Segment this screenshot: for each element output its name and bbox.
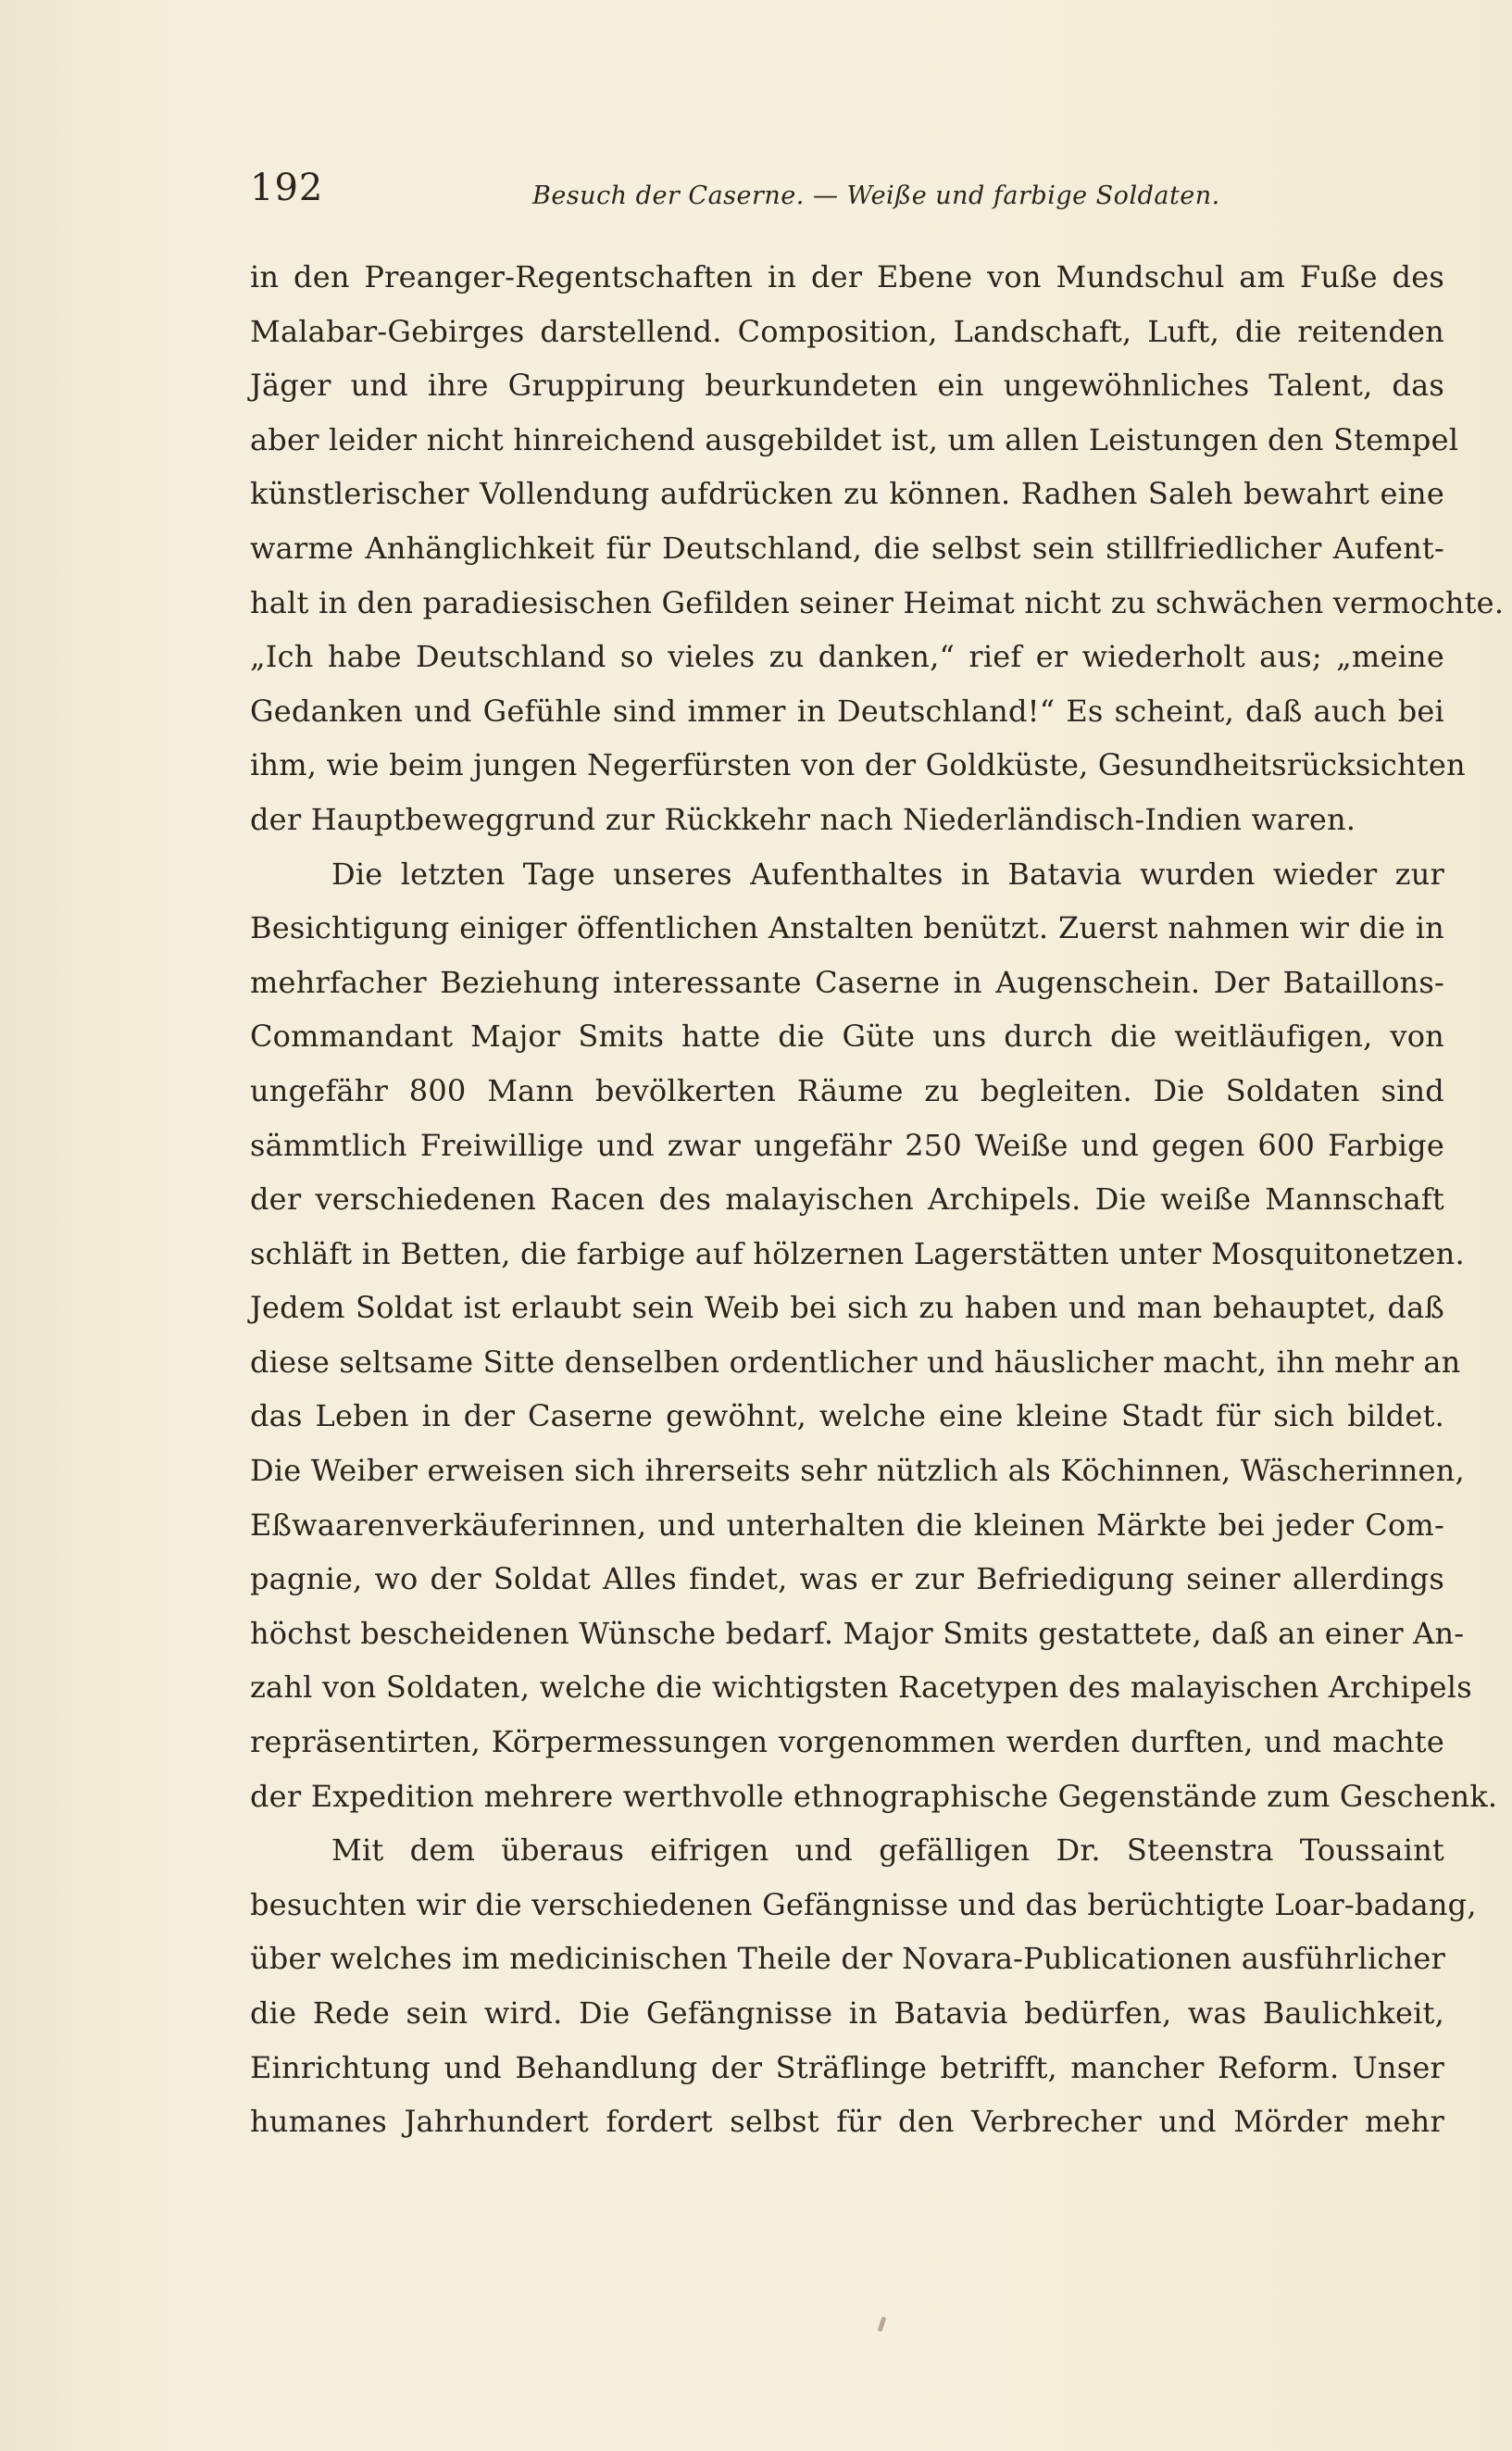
text-line: repräsentirten, Körpermessungen vorgenommen werden durften, und machte	[250, 1724, 1444, 1760]
ink-smudge	[878, 2317, 887, 2332]
text-line: aber leider nicht hinreichend ausgebildet ist, um allen Leistungen den Stempel	[250, 421, 1459, 457]
text-line: Besichtigung einiger öffentlichen Anstalten benützt. Zuerst nahmen wir die in	[250, 910, 1444, 946]
text-line: ungefähr 800 Mann bevölkerten Räume zu begleiten. Die Soldaten sind	[250, 1072, 1444, 1108]
text-line: halt in den paradiesischen Gefilden seiner Heimat nicht zu schwächen vermochte.	[250, 584, 1505, 620]
text-line: in den Preanger-Regentschaften in der Ebene von Mundschul am Fuße des	[250, 259, 1444, 294]
text-line: schläft in Betten, die farbige auf hölzernen Lagerstätten unter Mosquitonetzen.	[250, 1235, 1465, 1271]
running-head: Besuch der Caserne. — Weiße und farbige Soldaten.	[532, 181, 1220, 210]
text-line: mehrfacher Beziehung interessante Caserne in Augenschein. Der Bataillons-	[250, 964, 1444, 1000]
page-number: 192	[250, 167, 324, 209]
text-line: Commandant Major Smits hatte die Güte uns durch die weitläufigen, von	[250, 1019, 1444, 1055]
text-line: künstlerischer Vollendung aufdrücken zu können. Radhen Saleh bewahrt eine	[250, 476, 1444, 512]
text-line: humanes Jahrhundert fordert selbst für den Verbrecher und Mörder mehr	[250, 2104, 1444, 2140]
text-line: diese seltsame Sitte denselben ordentlicher und häuslicher macht, ihn mehr an	[250, 1344, 1461, 1380]
page-header	[250, 167, 1444, 222]
paragraph-end-line: der Expedition mehrere werthvolle ethnographische Gegenstände zum Geschenk.	[250, 1778, 1498, 1814]
text-line: Gedanken und Gefühle sind immer in Deutschland!“ Es scheint, daß auch bei	[250, 693, 1444, 729]
text-line: sämmtlich Freiwillige und zwar ungefähr 250 Weiße und gegen 600 Farbige	[250, 1127, 1444, 1163]
text-line: höchst bescheidenen Wünsche bedarf. Major Smits gestattete, daß an einer An-	[250, 1615, 1465, 1651]
text-line: Einrichtung und Behandlung der Sträflinge betrifft, mancher Reform. Unser	[250, 2049, 1444, 2085]
text-line: zahl von Soldaten, welche die wichtigsten Racetypen des malayischen Archipels	[250, 1669, 1472, 1706]
body-text	[250, 250, 1505, 2149]
paragraph-start-line: Mit dem überaus eifrigen und gefälligen Dr. Steenstra Toussaint	[331, 1832, 1444, 1869]
text-line: pagnie, wo der Soldat Alles findet, was er zur Befriedigung seiner allerdings	[250, 1561, 1444, 1597]
text-line: Die Weiber erweisen sich ihrerseits sehr nützlich als Köchinnen, Wäscherinnen,	[250, 1453, 1465, 1489]
text-line: Jedem Soldat ist erlaubt sein Weib bei sich zu haben und man behauptet, daß	[250, 1290, 1444, 1326]
text-line: warme Anhänglichkeit für Deutschland, die selbst sein stillfriedlicher Aufent-	[250, 530, 1444, 566]
paragraph-end-line: der Hauptbeweggrund zur Rückkehr nach Niederländisch-Indien waren.	[250, 801, 1356, 837]
text-line: Eßwaarenverkäuferinnen, und unterhalten die kleinen Märkte bei jeder Com-	[250, 1507, 1444, 1543]
text-line: „Ich habe Deutschland so vieles zu danken,“ rief er wiederholt aus; „meine	[250, 639, 1444, 675]
text-line: ihm, wie beim jungen Negerfürsten von der Goldküste, Gesundheitsrücksichten	[250, 747, 1466, 783]
text-line: besuchten wir die verschiedenen Gefängnisse und das berüchtigte Loar-badang,	[250, 1886, 1477, 1922]
text-line: das Leben in der Caserne gewöhnt, welche eine kleine Stadt für sich bildet.	[250, 1398, 1444, 1434]
text-line: Malabar-Gebirges darstellend. Composition, Landschaft, Luft, die reitenden	[250, 313, 1444, 349]
text-line: Jäger und ihre Gruppirung beurkundeten ein ungewöhnliches Talent, das	[250, 368, 1444, 404]
text-line: die Rede sein wird. Die Gefängnisse in Batavia bedürfen, was Baulichkeit,	[250, 1995, 1444, 2031]
text-line: der verschiedenen Racen des malayischen Archipels. Die weiße Mannschaft	[250, 1182, 1444, 1218]
text-line: über welches im medicinischen Theile der Novara-Publicationen ausführlicher	[250, 1941, 1445, 1977]
paragraph-start-line: Die letzten Tage unseres Aufenthaltes in Batavia wurden wieder zur	[331, 856, 1444, 892]
